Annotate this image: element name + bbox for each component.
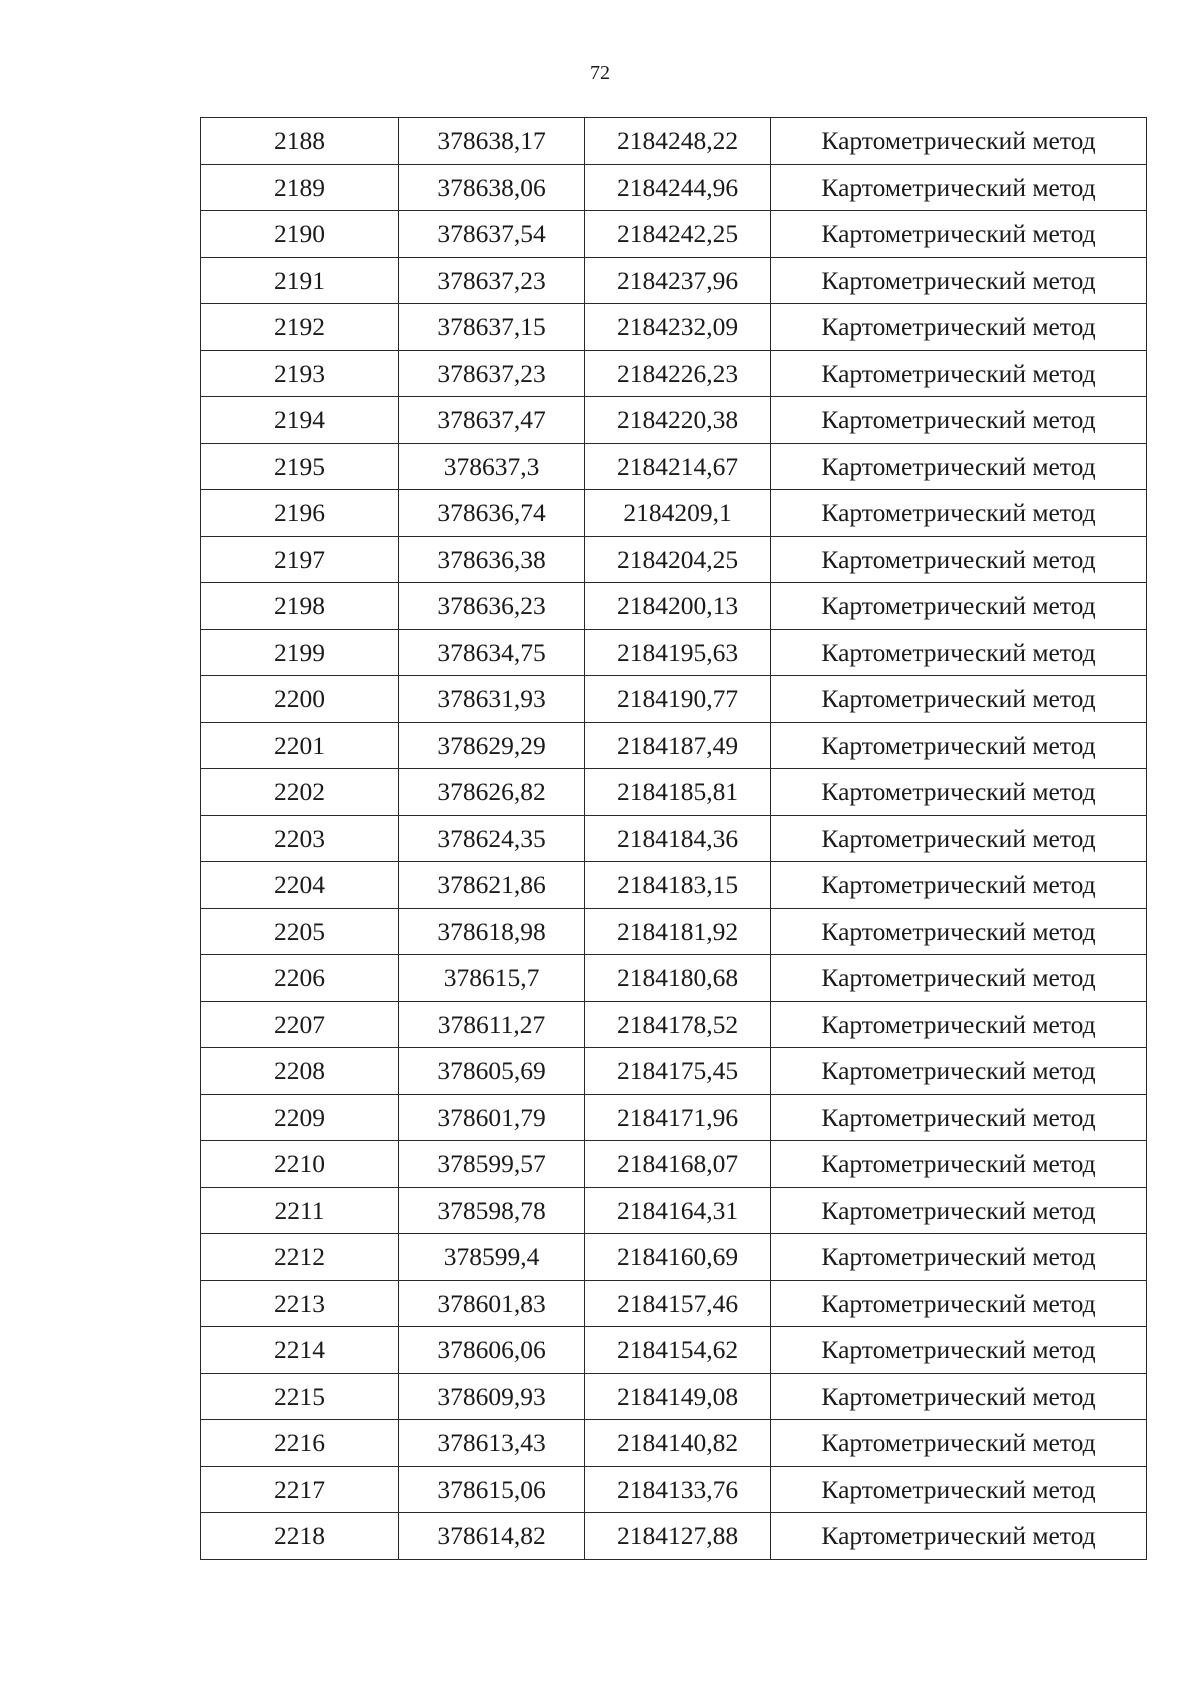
y-coordinate-cell: 2184248,22: [585, 118, 771, 165]
x-coordinate-cell: 378611,27: [399, 1001, 585, 1048]
point-number-cell: 2189: [201, 164, 399, 211]
x-coordinate-cell: 378615,7: [399, 955, 585, 1002]
method-cell: Картометрический метод: [771, 1420, 1147, 1467]
table-row: [201, 722, 1147, 769]
method-cell: Картометрический метод: [771, 1513, 1147, 1560]
y-coordinate-cell: 2184178,52: [585, 1001, 771, 1048]
y-coordinate-cell: 2184181,92: [585, 908, 771, 955]
x-coordinate-cell: 378613,43: [399, 1420, 585, 1467]
method-cell: Картометрический метод: [771, 1187, 1147, 1234]
x-coordinate-cell: 378636,23: [399, 583, 585, 630]
method-cell: Картометрический метод: [771, 1234, 1147, 1281]
point-number-cell: 2210: [201, 1141, 399, 1188]
table-row: [201, 1048, 1147, 1095]
y-coordinate-cell: 2184184,36: [585, 815, 771, 862]
y-coordinate-cell: 2184164,31: [585, 1187, 771, 1234]
method-cell: Картометрический метод: [771, 118, 1147, 165]
table-row: [201, 350, 1147, 397]
point-number-cell: 2205: [201, 908, 399, 955]
method-cell: Картометрический метод: [771, 1094, 1147, 1141]
y-coordinate-cell: 2184204,25: [585, 536, 771, 583]
point-number-cell: 2192: [201, 304, 399, 351]
point-number-cell: 2207: [201, 1001, 399, 1048]
point-number-cell: 2211: [201, 1187, 399, 1234]
y-coordinate-cell: 2184149,08: [585, 1373, 771, 1420]
point-number-cell: 2196: [201, 490, 399, 537]
y-coordinate-cell: 2184183,15: [585, 862, 771, 909]
method-cell: Картометрический метод: [771, 1373, 1147, 1420]
method-cell: Картометрический метод: [771, 1466, 1147, 1513]
y-coordinate-cell: 2184226,23: [585, 350, 771, 397]
y-coordinate-cell: 2184195,63: [585, 629, 771, 676]
x-coordinate-cell: 378626,82: [399, 769, 585, 816]
x-coordinate-cell: 378624,35: [399, 815, 585, 862]
table-row: [201, 1420, 1147, 1467]
method-cell: Картометрический метод: [771, 536, 1147, 583]
table-row: [201, 164, 1147, 211]
method-cell: Картометрический метод: [771, 211, 1147, 258]
point-number-cell: 2203: [201, 815, 399, 862]
x-coordinate-cell: 378637,23: [399, 257, 585, 304]
point-number-cell: 2213: [201, 1280, 399, 1327]
table-row: [201, 490, 1147, 537]
x-coordinate-cell: 378636,74: [399, 490, 585, 537]
point-number-cell: 2191: [201, 257, 399, 304]
point-number-cell: 2209: [201, 1094, 399, 1141]
method-cell: Картометрический метод: [771, 164, 1147, 211]
method-cell: Картометрический метод: [771, 1327, 1147, 1374]
table-row: [201, 1187, 1147, 1234]
method-cell: Картометрический метод: [771, 397, 1147, 444]
x-coordinate-cell: 378637,47: [399, 397, 585, 444]
y-coordinate-cell: 2184187,49: [585, 722, 771, 769]
table-row: [201, 536, 1147, 583]
method-cell: Картометрический метод: [771, 1280, 1147, 1327]
method-cell: Картометрический метод: [771, 1001, 1147, 1048]
x-coordinate-cell: 378599,4: [399, 1234, 585, 1281]
x-coordinate-cell: 378631,93: [399, 676, 585, 723]
y-coordinate-cell: 2184190,77: [585, 676, 771, 723]
method-cell: Картометрический метод: [771, 629, 1147, 676]
point-number-cell: 2215: [201, 1373, 399, 1420]
x-coordinate-cell: 378615,06: [399, 1466, 585, 1513]
point-number-cell: 2190: [201, 211, 399, 258]
point-number-cell: 2201: [201, 722, 399, 769]
y-coordinate-cell: 2184160,69: [585, 1234, 771, 1281]
y-coordinate-cell: 2184127,88: [585, 1513, 771, 1560]
coordinates-table: [200, 117, 1147, 1560]
method-cell: Картометрический метод: [771, 1048, 1147, 1095]
table-row: [201, 1001, 1147, 1048]
method-cell: Картометрический метод: [771, 304, 1147, 351]
x-coordinate-cell: 378638,17: [399, 118, 585, 165]
point-number-cell: 2198: [201, 583, 399, 630]
y-coordinate-cell: 2184185,81: [585, 769, 771, 816]
x-coordinate-cell: 378618,98: [399, 908, 585, 955]
method-cell: Картометрический метод: [771, 908, 1147, 955]
table-row: [201, 1141, 1147, 1188]
table-row: [201, 397, 1147, 444]
table-row: [201, 862, 1147, 909]
point-number-cell: 2197: [201, 536, 399, 583]
y-coordinate-cell: 2184133,76: [585, 1466, 771, 1513]
point-number-cell: 2193: [201, 350, 399, 397]
point-number-cell: 2199: [201, 629, 399, 676]
y-coordinate-cell: 2184242,25: [585, 211, 771, 258]
table-row: [201, 629, 1147, 676]
x-coordinate-cell: 378599,57: [399, 1141, 585, 1188]
method-cell: Картометрический метод: [771, 490, 1147, 537]
point-number-cell: 2195: [201, 443, 399, 490]
point-number-cell: 2217: [201, 1466, 399, 1513]
y-coordinate-cell: 2184180,68: [585, 955, 771, 1002]
point-number-cell: 2202: [201, 769, 399, 816]
method-cell: Картометрический метод: [771, 443, 1147, 490]
method-cell: Картометрический метод: [771, 955, 1147, 1002]
y-coordinate-cell: 2184232,09: [585, 304, 771, 351]
table-row: [201, 955, 1147, 1002]
x-coordinate-cell: 378605,69: [399, 1048, 585, 1095]
table-row: [201, 815, 1147, 862]
coordinates-table-body: [201, 118, 1147, 1560]
x-coordinate-cell: 378637,54: [399, 211, 585, 258]
x-coordinate-cell: 378634,75: [399, 629, 585, 676]
point-number-cell: 2212: [201, 1234, 399, 1281]
method-cell: Картометрический метод: [771, 1141, 1147, 1188]
x-coordinate-cell: 378601,83: [399, 1280, 585, 1327]
point-number-cell: 2204: [201, 862, 399, 909]
table-row: [201, 676, 1147, 723]
table-row: [201, 1094, 1147, 1141]
y-coordinate-cell: 2184237,96: [585, 257, 771, 304]
table-row: [201, 1466, 1147, 1513]
y-coordinate-cell: 2184168,07: [585, 1141, 771, 1188]
table-row: [201, 443, 1147, 490]
point-number-cell: 2206: [201, 955, 399, 1002]
method-cell: Картометрический метод: [771, 583, 1147, 630]
y-coordinate-cell: 2184140,82: [585, 1420, 771, 1467]
x-coordinate-cell: 378636,38: [399, 536, 585, 583]
x-coordinate-cell: 378637,3: [399, 443, 585, 490]
table-row: [201, 1373, 1147, 1420]
x-coordinate-cell: 378621,86: [399, 862, 585, 909]
method-cell: Картометрический метод: [771, 862, 1147, 909]
table-row: [201, 769, 1147, 816]
point-number-cell: 2216: [201, 1420, 399, 1467]
table-row: [201, 908, 1147, 955]
y-coordinate-cell: 2184171,96: [585, 1094, 771, 1141]
page-number: 72: [590, 62, 610, 84]
y-coordinate-cell: 2184244,96: [585, 164, 771, 211]
point-number-cell: 2188: [201, 118, 399, 165]
x-coordinate-cell: 378638,06: [399, 164, 585, 211]
table-row: [201, 118, 1147, 165]
table-row: [201, 1513, 1147, 1560]
point-number-cell: 2194: [201, 397, 399, 444]
point-number-cell: 2214: [201, 1327, 399, 1374]
method-cell: Картометрический метод: [771, 815, 1147, 862]
x-coordinate-cell: 378598,78: [399, 1187, 585, 1234]
method-cell: Картометрический метод: [771, 722, 1147, 769]
x-coordinate-cell: 378601,79: [399, 1094, 585, 1141]
x-coordinate-cell: 378606,06: [399, 1327, 585, 1374]
point-number-cell: 2208: [201, 1048, 399, 1095]
y-coordinate-cell: 2184214,67: [585, 443, 771, 490]
x-coordinate-cell: 378637,23: [399, 350, 585, 397]
method-cell: Картометрический метод: [771, 257, 1147, 304]
table-row: [201, 1234, 1147, 1281]
y-coordinate-cell: 2184200,13: [585, 583, 771, 630]
y-coordinate-cell: 2184157,46: [585, 1280, 771, 1327]
table-row: [201, 304, 1147, 351]
method-cell: Картометрический метод: [771, 676, 1147, 723]
table-row: [201, 257, 1147, 304]
point-number-cell: 2200: [201, 676, 399, 723]
y-coordinate-cell: 2184154,62: [585, 1327, 771, 1374]
y-coordinate-cell: 2184220,38: [585, 397, 771, 444]
x-coordinate-cell: 378609,93: [399, 1373, 585, 1420]
method-cell: Картометрический метод: [771, 769, 1147, 816]
x-coordinate-cell: 378637,15: [399, 304, 585, 351]
y-coordinate-cell: 2184175,45: [585, 1048, 771, 1095]
method-cell: Картометрический метод: [771, 350, 1147, 397]
table-row: [201, 583, 1147, 630]
table-row: [201, 1327, 1147, 1374]
table-row: [201, 211, 1147, 258]
x-coordinate-cell: 378629,29: [399, 722, 585, 769]
y-coordinate-cell: 2184209,1: [585, 490, 771, 537]
point-number-cell: 2218: [201, 1513, 399, 1560]
x-coordinate-cell: 378614,82: [399, 1513, 585, 1560]
table-row: [201, 1280, 1147, 1327]
